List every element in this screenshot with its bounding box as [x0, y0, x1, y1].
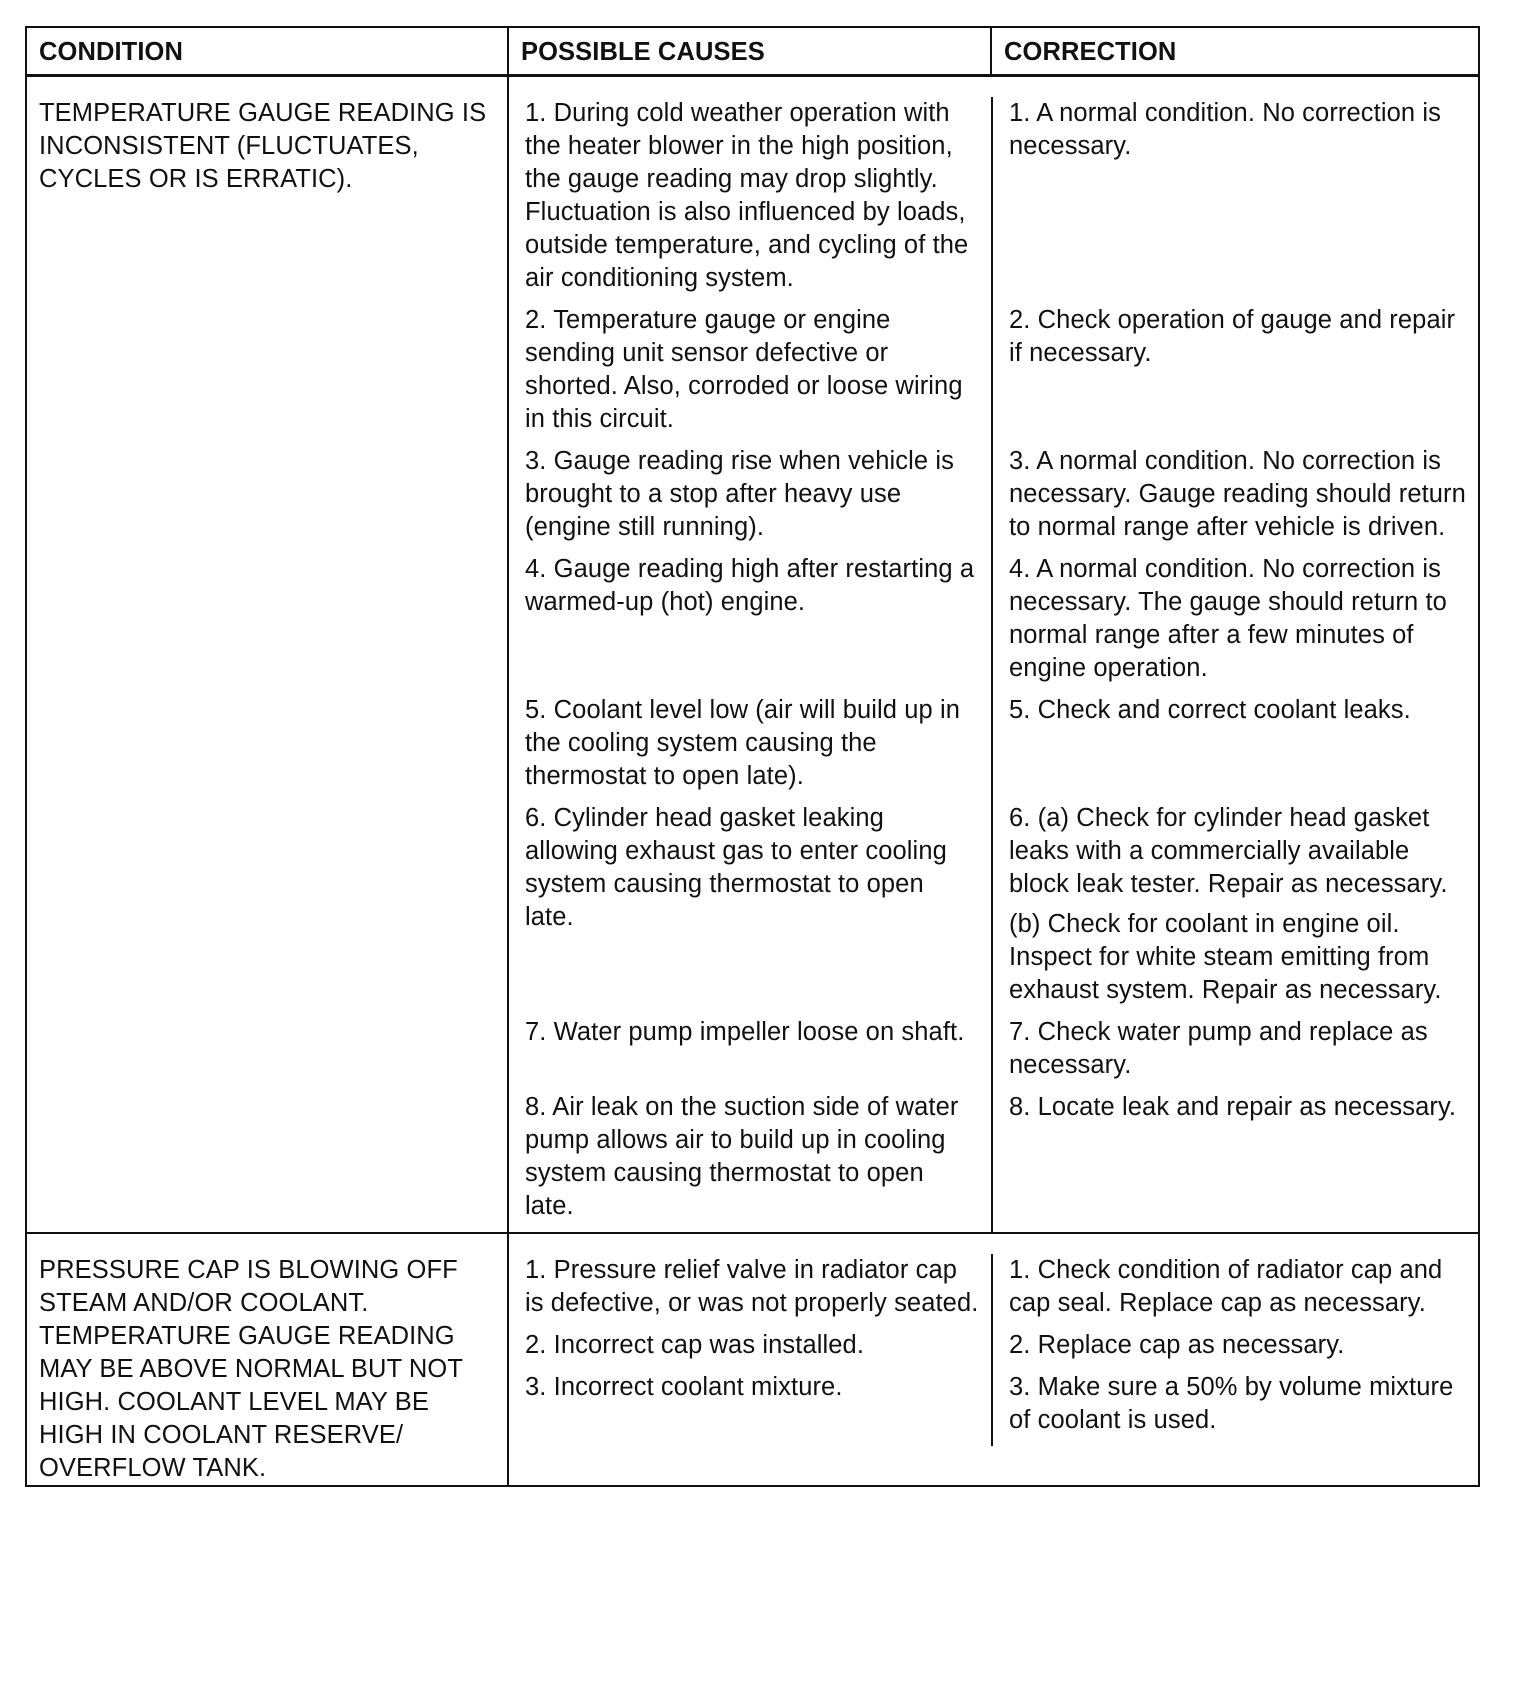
list-item	[509, 1329, 1480, 1371]
cause-text: 4. Gauge reading high after restarting a warmed-up (hot) engine.	[509, 553, 992, 694]
cause-text: 2. Temperature gauge or engine sending unit sensor defective or shorted. Also, corroded or loose wiring in this circuit.	[509, 304, 992, 445]
correction-text: 3. Make sure a 50% by volume mixture of coolant is used.	[1009, 1372, 1454, 1434]
cause-correction-list	[509, 1254, 1480, 1446]
condition-cell: TEMPERATURE GAUGE READING IS INCONSISTENT (FLUCTUATES, CYCLES OR IS ERRATIC).	[26, 75, 508, 1233]
header-possible-causes: POSSIBLE CAUSES	[508, 27, 991, 75]
correction-text: 3. A normal condition. No correction is necessary. Gauge reading should return to normal range after vehicle is driven.	[1009, 446, 1466, 541]
cause-text: 1. Pressure relief valve in radiator cap is defective, or was not properly seated.	[509, 1254, 992, 1329]
condition-cell: PRESSURE CAP IS BLOWING OFF STEAM AND/OR COOLANT. TEMPERATURE GAUGE READING MAY BE ABOVE NORMAL BUT NOT HIGH. COOLANT LEVEL MAY BE HIGH IN COOLANT RESERVE/ OVERFLOW TANK.	[26, 1233, 508, 1486]
table-row	[26, 1233, 1479, 1486]
header-row	[26, 27, 1479, 75]
correction-text: 4. A normal condition. No correction is necessary. The gauge should return to normal range after a few minutes of engine operation.	[1009, 554, 1447, 682]
list-item	[509, 1016, 1480, 1091]
correction-text: 5. Check and correct coolant leaks.	[1009, 695, 1411, 724]
list-item	[509, 1371, 1480, 1446]
list-item	[509, 1091, 1480, 1232]
list-item	[509, 445, 1480, 553]
correction-text: 1. A normal condition. No correction is necessary.	[1009, 98, 1441, 160]
correction-text: 7. Check water pump and replace as necessary.	[1009, 1017, 1428, 1079]
list-item	[509, 97, 1480, 304]
correction-text: 1. Check condition of radiator cap and cap seal. Replace cap as necessary.	[1009, 1255, 1443, 1317]
cause-text: 1. During cold weather operation with the heater blower in the high position, the gauge reading may drop slightly. Fluctuation is also influenced by loads, outside temperature, and cycling of the air conditioning system.	[509, 97, 992, 304]
cause-text: 5. Coolant level low (air will build up in the cooling system causing the thermostat to open late).	[509, 694, 992, 802]
correction-cell	[992, 802, 1480, 1016]
list-item	[509, 553, 1480, 694]
correction-text: 2. Replace cap as necessary.	[1009, 1330, 1345, 1359]
correction-text: (b) Check for coolant in engine oil. Inspect for white steam emitting from exhaust system. Repair as necessary.	[1009, 909, 1442, 1004]
cause-text: 3. Incorrect coolant mixture.	[509, 1371, 992, 1446]
cause-text: 8. Air leak on the suction side of water pump allows air to build up in cooling system causing thermostat to open late.	[509, 1091, 992, 1232]
cause-text: 3. Gauge reading rise when vehicle is brought to a stop after heavy use (engine still running).	[509, 445, 992, 553]
list-item	[509, 304, 1480, 445]
cause-correction-group	[508, 1233, 1479, 1486]
cause-text: 2. Incorrect cap was installed.	[509, 1329, 992, 1371]
cause-correction-group	[508, 75, 1479, 1233]
header-correction: CORRECTION	[991, 27, 1479, 75]
cause-text: 7. Water pump impeller loose on shaft.	[509, 1016, 992, 1091]
list-item	[509, 1254, 1480, 1329]
correction-text: 8. Locate leak and repair as necessary.	[1009, 1092, 1457, 1121]
list-item	[509, 694, 1480, 802]
correction-text: 6. (a) Check for cylinder head gasket leaks with a commercially available block leak tester. Repair as necessary.	[1009, 803, 1448, 898]
cause-correction-list	[509, 97, 1480, 1232]
correction-text: 2. Check operation of gauge and repair if necessary.	[1009, 305, 1456, 367]
diagnosis-table	[25, 26, 1480, 1487]
header-condition: CONDITION	[26, 27, 508, 75]
table-row	[26, 75, 1479, 1233]
list-item	[509, 802, 1480, 1016]
cause-text: 6. Cylinder head gasket leaking allowing exhaust gas to enter cooling system causing thermostat to open late.	[509, 802, 992, 1016]
